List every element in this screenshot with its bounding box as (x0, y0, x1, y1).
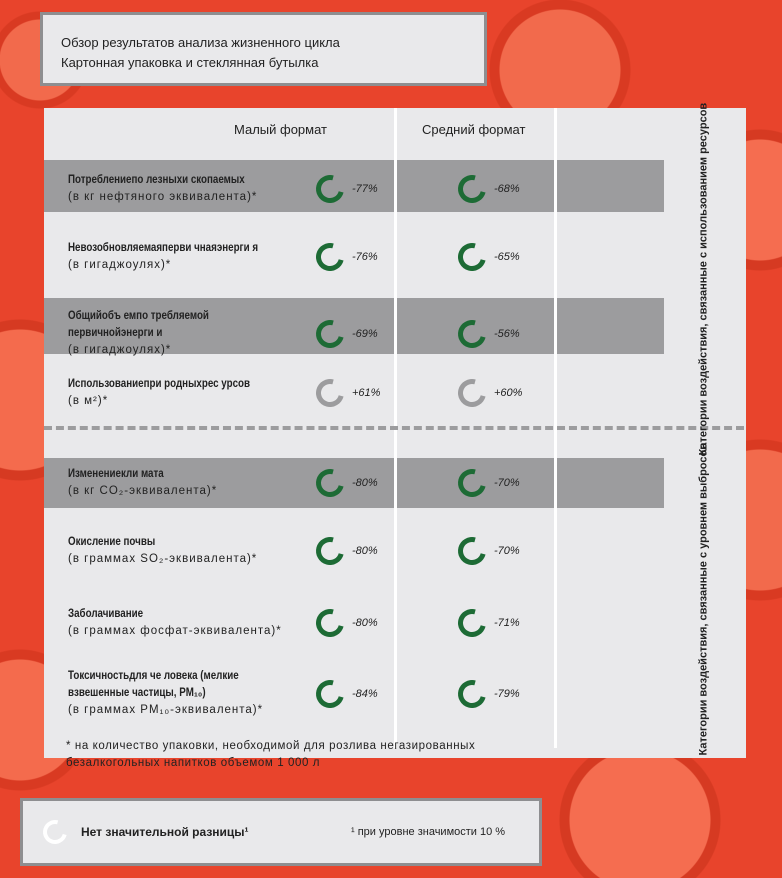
result-medium (458, 537, 520, 565)
impact-row (68, 466, 217, 500)
result-value: -79% (494, 687, 520, 700)
result-value: -70% (494, 545, 520, 557)
title-box (40, 12, 487, 86)
impact-title: Окисление почвы (68, 536, 156, 548)
significant-ring-icon (311, 604, 349, 642)
no-difference-ring-icon (39, 816, 72, 849)
result-value: -71% (494, 617, 520, 629)
significant-ring-icon (453, 532, 491, 570)
result-value: -80% (352, 617, 378, 629)
significant-ring-icon (453, 464, 491, 502)
result-medium (458, 243, 520, 271)
result-small (316, 537, 378, 565)
impact-title: Заболачивание (68, 608, 144, 620)
column-header-medium: Средний формат (422, 122, 526, 137)
significant-ring-icon (311, 532, 349, 570)
impact-title: Изменениекли мата (68, 468, 164, 480)
result-value: -68% (494, 183, 520, 195)
impact-row (68, 376, 282, 410)
result-value: -84% (352, 687, 378, 700)
significant-ring-icon (453, 170, 491, 208)
impact-unit: (в кг нефтяного эквивалента)* (68, 191, 258, 203)
impact-title: Невозобновляемаяперви чнаяэнерги я (68, 242, 259, 254)
result-small (316, 379, 380, 407)
no-difference-ring-icon (311, 374, 349, 412)
section-divider (44, 426, 744, 430)
result-small (316, 680, 378, 708)
legend-box (20, 798, 542, 866)
legend-significance: ¹ при уровне значимости 10 % (351, 826, 506, 838)
impact-unit: (в кг CO₂-эквивалента)* (68, 485, 218, 497)
impact-row (68, 668, 298, 719)
no-difference-ring-icon (453, 374, 491, 412)
result-medium (458, 175, 520, 203)
title-line-1: Обзор результатов анализа жизненного цикла (61, 35, 340, 50)
legend-no-difference: Нет значительной разницы¹ (81, 825, 249, 839)
significant-ring-icon (311, 674, 349, 712)
result-small (316, 175, 378, 203)
significant-ring-icon (311, 170, 349, 208)
impact-row (68, 606, 282, 640)
significant-ring-icon (453, 314, 491, 352)
footnote: * на количество упаковки, необходимой для розлива негазированных безалкогольных напитков объемом 1 000 л (66, 740, 476, 769)
result-small (316, 320, 378, 348)
result-value: -80% (352, 545, 378, 557)
impact-row (68, 240, 292, 274)
impact-row (68, 534, 257, 568)
column-header-small: Малый формат (234, 122, 327, 137)
result-value: -65% (494, 251, 520, 263)
significant-ring-icon (311, 464, 349, 502)
side-label-resources: Категории воздействия, связанные с использованием ресурсов (697, 102, 710, 456)
result-value: +60% (494, 387, 523, 399)
result-small (316, 243, 378, 271)
result-value: -80% (352, 477, 378, 489)
result-medium (458, 320, 520, 348)
impact-title: Общийобъ емпо требляемой первичнойэнерги и (68, 310, 209, 339)
impact-row (68, 308, 298, 359)
impact-unit: (в гигаджоулях)* (68, 344, 172, 356)
impact-row (68, 172, 276, 206)
results-panel (44, 102, 746, 769)
result-medium (458, 680, 520, 708)
result-value: -76% (352, 251, 378, 263)
significant-ring-icon (311, 238, 349, 276)
significant-ring-icon (453, 674, 491, 712)
impact-title: Токсичностьдля че ловека (мелкие взвешенные частицы, PM₁₀) (68, 670, 239, 699)
impact-unit: (в м²)* (68, 395, 109, 407)
title-line-2: Картонная упаковка и стеклянная бутылка (61, 55, 319, 70)
result-medium (458, 379, 522, 407)
impact-unit: (в граммах SO₂-эквивалента)* (68, 553, 258, 565)
significant-ring-icon (453, 604, 491, 642)
impact-unit: (в гигаджоулях)* (68, 259, 172, 271)
result-value: -69% (352, 327, 378, 340)
result-small (316, 469, 378, 497)
significant-ring-icon (453, 238, 491, 276)
result-medium (458, 609, 520, 637)
result-value: -77% (352, 183, 378, 195)
impact-unit: (в граммах фосфат-эквивалента)* (68, 625, 282, 637)
significant-ring-icon (311, 314, 349, 352)
result-medium (458, 469, 520, 497)
result-value: +61% (352, 387, 381, 399)
result-small (316, 609, 378, 637)
result-value: -56% (494, 327, 520, 340)
result-value: -70% (494, 477, 520, 489)
side-label-emissions: Категории воздействия, связанные с уровнем выбросов (697, 443, 710, 756)
impact-unit: (в граммах PM₁₀-эквивалента)* (68, 704, 264, 716)
impact-title: Использованиепри родныхрес урсов (68, 378, 251, 390)
impact-title: Потреблениепо лезныхи скопаемых (68, 174, 245, 186)
